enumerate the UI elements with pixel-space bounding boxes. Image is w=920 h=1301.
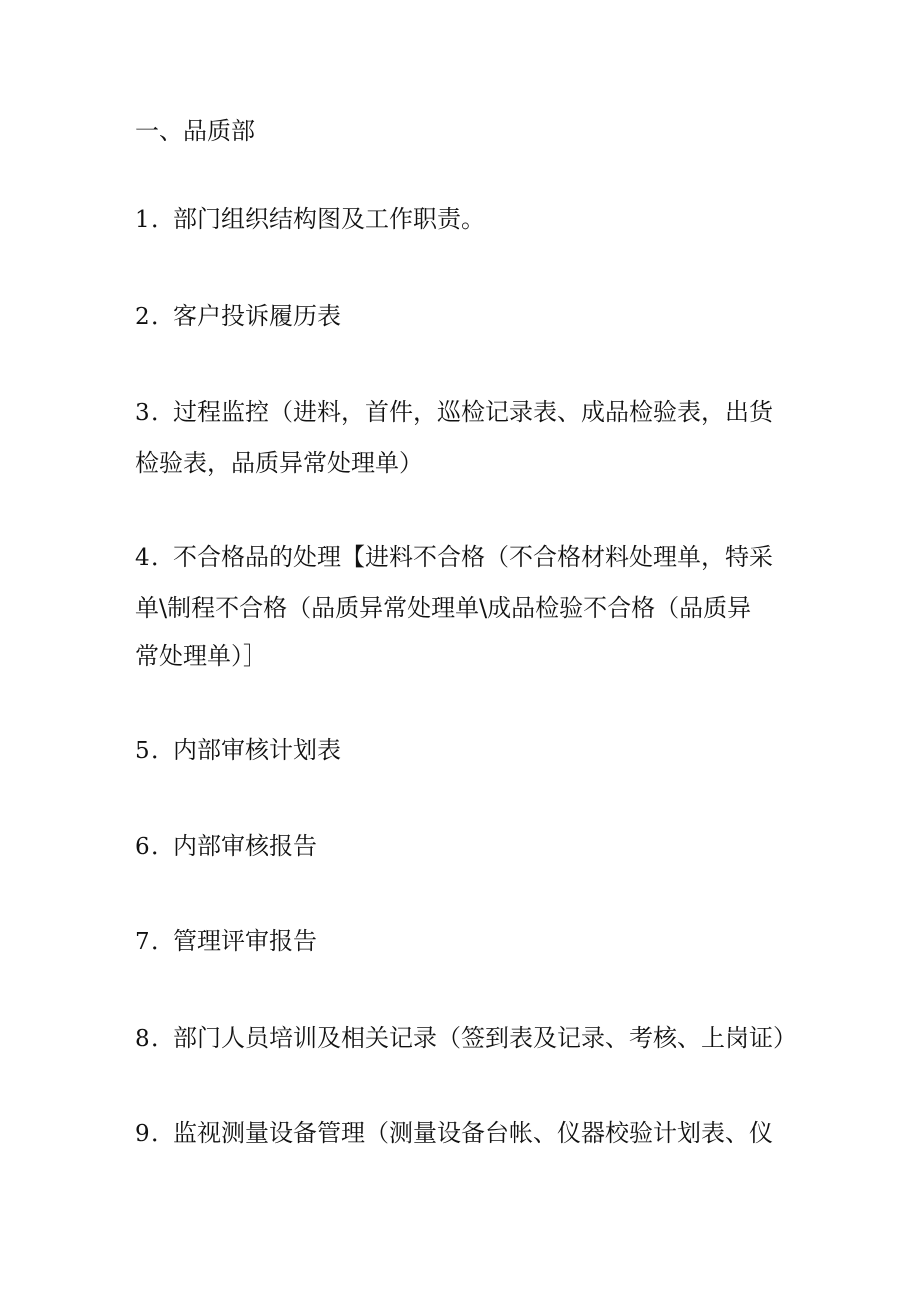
item-text-continuation: 检验表，品质异常处理单） — [135, 449, 423, 477]
item-separator: ． — [151, 1024, 175, 1052]
list-item — [135, 925, 795, 958]
item-text: 客户投诉履历表 — [173, 302, 341, 330]
list-item — [135, 830, 795, 863]
item-number: 7 — [135, 929, 150, 955]
list-item — [135, 203, 795, 236]
list-item — [135, 1022, 795, 1055]
list-item — [135, 300, 795, 333]
item-separator: ． — [151, 398, 175, 426]
item-text: 过程监控（进料，首件，巡检记录表、成品检验表，出货 — [173, 398, 773, 426]
item-text-continuation: 单\制程不合格（品质异常处理单\成品检验不合格（品质异 — [135, 594, 752, 622]
section-heading: 一、品质部 — [135, 117, 255, 145]
item-separator: ． — [151, 736, 175, 764]
list-item — [135, 396, 795, 429]
item-number: 9 — [135, 1121, 150, 1147]
item-separator: ． — [151, 205, 175, 233]
item-number: 1 — [135, 207, 150, 233]
item-text: 部门组织结构图及工作职责。 — [173, 205, 485, 233]
item-text: 不合格品的处理【进料不合格（不合格材料处理单，特采 — [173, 543, 773, 571]
list-item — [135, 541, 795, 574]
item-number: 5 — [135, 738, 150, 764]
item-text: 内部审核计划表 — [173, 736, 341, 764]
item-text-continuation: 常处理单）］ — [135, 642, 267, 670]
item-separator: ． — [151, 832, 175, 860]
item-separator: ． — [151, 927, 175, 955]
item-separator: ． — [151, 302, 175, 330]
item-text: 内部审核报告 — [173, 832, 317, 860]
item-number: 3 — [135, 400, 150, 426]
item-number: 6 — [135, 834, 150, 860]
item-number: 4 — [135, 545, 150, 571]
item-text: 部门人员培训及相关记录（签到表及记录、考核、上岗证） — [173, 1024, 797, 1052]
list-item — [135, 1117, 795, 1150]
item-number: 8 — [135, 1026, 150, 1052]
item-separator: ． — [151, 543, 175, 571]
item-text: 管理评审报告 — [173, 927, 317, 955]
list-item — [135, 734, 795, 767]
item-number: 2 — [135, 304, 150, 330]
item-separator: ． — [151, 1119, 175, 1147]
item-text: 监视测量设备管理（测量设备台帐、仪器校验计划表、仪 — [173, 1119, 773, 1147]
